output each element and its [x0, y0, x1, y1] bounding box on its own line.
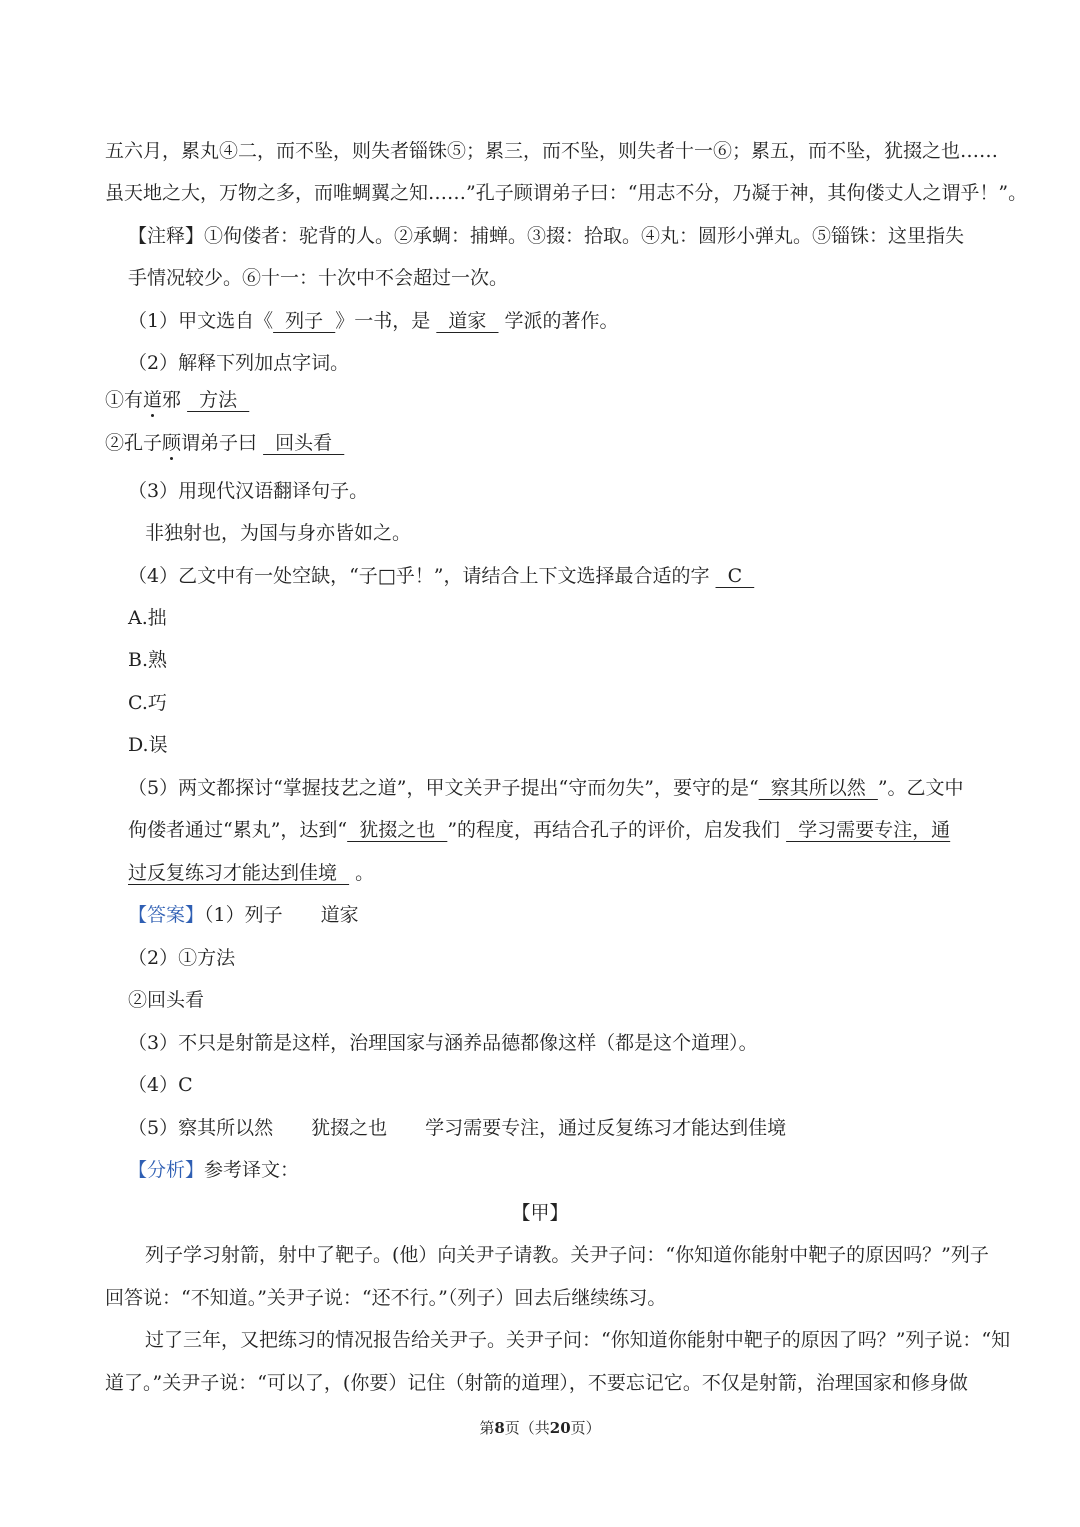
- translation-line: 回答说：“不知道。”关尹子说：“还不行。”（列子）回去后继续练习。: [105, 1287, 667, 1309]
- question-1: [128, 309, 975, 333]
- question-5-line-3: 过反复练习才能达到佳境 。: [128, 862, 375, 884]
- answer-blank: C: [715, 565, 755, 587]
- question-2-item-2: ②孔子顾谓弟子曰 回头看: [105, 432, 345, 454]
- question-5-line-2: 佝偻者通过“累丸”，达到“ 犹掇之也 ”的程度，再结合孔子的评价，启发我们 学习需要专注，通: [128, 819, 951, 841]
- question-2: （2）解释下列加点字词。: [128, 352, 350, 374]
- analysis-tag: 【分析】: [128, 1159, 205, 1181]
- option-a: A.拙: [128, 607, 167, 629]
- answer-blank: 方法: [187, 389, 250, 411]
- option-c: C.巧: [128, 692, 167, 714]
- answer-line: （2）①方法: [128, 947, 236, 969]
- answer-line: （3）不只是射箭是这样，治理国家与涵养品德都像这样（都是这个道理）。: [128, 1032, 758, 1054]
- question-2-item-1: ①有道邪 方法: [105, 389, 250, 411]
- answer-blank: 道家: [436, 310, 499, 332]
- answer-blank: 列子: [273, 310, 336, 332]
- translation-line: 过了三年，又把练习的情况报告给关尹子。关尹子问：“你知道你能射中靶子的原因了吗？”列子说：“知: [145, 1329, 1011, 1351]
- answer-blank: 犹掇之也: [347, 819, 448, 841]
- section-heading-jia: 【甲】: [511, 1202, 569, 1224]
- answer-line: ②回头看: [128, 989, 205, 1011]
- analysis-section: 【分析】参考译文：: [128, 1159, 300, 1181]
- text-line: 五六月，累丸④二，而不坠，则失者锱铢⑤；累三，而不坠，则失者十一⑥；累五，而不坠，犹掇之也……: [105, 140, 999, 162]
- answer-blank: 学习需要专注，通: [786, 819, 951, 841]
- notes-line: 【注释】①佝偻者：驼背的人。②承蜩：捕蝉。③掇：拾取。④丸：圆形小弹丸。⑤锱铢：这里指失: [128, 225, 965, 247]
- option-d: D.误: [128, 734, 168, 756]
- dotted-char: 顾: [162, 432, 182, 454]
- question-3-sentence: 非独射也，为国与身亦皆如之。: [145, 522, 412, 544]
- answer-section: 【答案】（1）列子 道家: [128, 904, 359, 926]
- answer-tag: 【答案】: [128, 904, 205, 926]
- question-3: （3）用现代汉语翻译句子。: [128, 480, 369, 502]
- page-footer: 第8页（共20页）: [479, 1419, 601, 1437]
- answer-line: （5）察其所以然 犹掇之也 学习需要专注，通过反复练习才能达到佳境: [128, 1117, 787, 1139]
- answer-blank: 过反复练习才能达到佳境: [128, 862, 350, 884]
- page-total: 20: [549, 1419, 571, 1437]
- notes-line: 手情况较少。⑥十一：十次中不会超过一次。: [128, 267, 509, 289]
- answer-blank: 察其所以然: [758, 777, 878, 799]
- page-number: 8: [494, 1419, 505, 1437]
- answer-blank: 回头看: [263, 432, 345, 454]
- question-text: （1）甲文选自《: [128, 310, 274, 332]
- translation-line: 列子学习射箭，射中了靶子。(他）向关尹子请教。关尹子问：“你知道你能射中靶子的原因吗？”列子: [145, 1244, 989, 1266]
- question-4: （4）乙文中有一处空缺，“子□乎！”，请结合上下文选择最合适的字 C: [128, 565, 755, 587]
- option-b: B.熟: [128, 649, 168, 671]
- translation-line: 道了。”关尹子说：“可以了，(你要）记住（射箭的道理），不要忘记它。不仅是射箭，治理国家和修身做: [105, 1372, 968, 1394]
- question-5: （5）两文都探讨“掌握技艺之道”，甲文关尹子提出“守而勿失”，要守的是“ 察其所以然 ”。乙文中: [128, 777, 964, 799]
- text-line: 虽天地之大，万物之多，而唯蜩翼之知……”孔子顾谓弟子曰：“用志不分，乃凝于神，其佝偻丈人之谓乎！”。: [105, 182, 1028, 204]
- dotted-char: 道: [143, 389, 163, 411]
- question-text: 》一书，是: [335, 310, 431, 332]
- answer-line: （4）C: [128, 1074, 193, 1096]
- question-text: 学派的著作。: [504, 310, 619, 332]
